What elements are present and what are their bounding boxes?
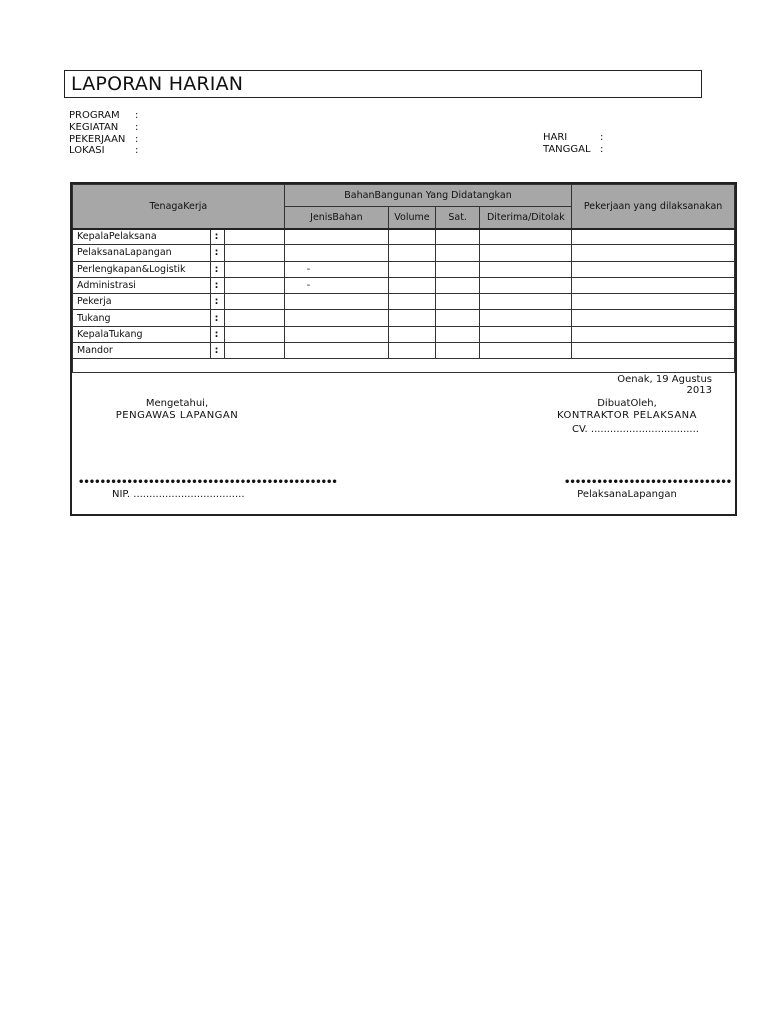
info-label: HARI: [543, 132, 568, 143]
header-tenaga-kerja: TenagaKerja: [73, 185, 285, 229]
worker-count-cell[interactable]: [224, 261, 284, 277]
info-colon: :: [600, 132, 604, 143]
table-row: [73, 343, 735, 359]
info-row-tanggal: [543, 144, 610, 156]
info-row-lokasi: [69, 145, 145, 157]
worker-count-cell[interactable]: [224, 326, 284, 342]
worker-count-cell[interactable]: [224, 229, 284, 245]
worker-count-cell[interactable]: [224, 310, 284, 326]
sat-cell[interactable]: [435, 326, 480, 342]
pekerjaan-cell[interactable]: [572, 245, 735, 261]
pekerjaan-cell[interactable]: [572, 294, 735, 310]
info-row-pekerjaan: [69, 134, 145, 146]
pekerjaan-cell[interactable]: [572, 261, 735, 277]
right-cv: CV. ..................................: [572, 424, 699, 435]
diterima-cell[interactable]: [480, 294, 572, 310]
worker-name: PelaksanaLapangan: [73, 245, 211, 261]
sat-cell[interactable]: [435, 310, 480, 326]
volume-cell[interactable]: [389, 277, 436, 293]
info-left: [69, 110, 145, 157]
header-jenis-bahan: JenisBahan: [284, 207, 388, 229]
left-signature-line: ••••••••••••••••••••••••••••••••••••••••••••••••: [78, 477, 337, 488]
row-colon: :: [210, 245, 224, 261]
volume-cell[interactable]: [389, 229, 436, 245]
row-colon: :: [210, 261, 224, 277]
volume-cell[interactable]: [389, 310, 436, 326]
right-signature-line: •••••••••••••••••••••••••••••••: [564, 477, 732, 488]
info-row-program: [69, 110, 145, 122]
jenis-bahan-cell[interactable]: [284, 294, 388, 310]
report-form: [70, 182, 737, 516]
info-colon: :: [135, 121, 139, 133]
table-row: [73, 261, 735, 277]
diterima-cell[interactable]: [480, 277, 572, 293]
spacer-cell: [73, 359, 735, 373]
info-colon: :: [600, 143, 604, 155]
table-row: [73, 310, 735, 326]
info-label: KEGIATAN: [69, 121, 119, 133]
pekerjaan-cell[interactable]: [572, 277, 735, 293]
sat-cell[interactable]: [435, 229, 480, 245]
header-bahan-bangunan: BahanBangunan Yang Didatangkan: [284, 185, 572, 207]
worker-name: Administrasi: [73, 277, 211, 293]
volume-cell[interactable]: [389, 326, 436, 342]
info-label: LOKASI: [69, 145, 105, 157]
info-colon: :: [135, 110, 139, 121]
sat-cell[interactable]: [435, 343, 480, 359]
worker-name: Pekerja: [73, 294, 211, 310]
left-sign-role: PENGAWAS LAPANGAN: [115, 410, 239, 421]
report-table: [72, 184, 735, 373]
place-date: Oenak, 19 Agustus 2013: [617, 374, 712, 396]
row-colon: :: [210, 294, 224, 310]
pekerjaan-cell[interactable]: [572, 229, 735, 245]
table-row: [73, 294, 735, 310]
sat-cell[interactable]: [435, 277, 480, 293]
worker-name: Tukang: [73, 310, 211, 326]
info-right: [543, 132, 610, 156]
right-sign-role: KONTRAKTOR PELAKSANA: [557, 410, 697, 421]
jenis-bahan-cell[interactable]: -: [284, 277, 388, 293]
header-diterima: Diterima/Ditolak: [480, 207, 572, 229]
header-pekerjaan: Pekerjaan yang dilaksanakan: [572, 185, 735, 229]
report-title: LAPORAN HARIAN: [71, 73, 244, 95]
worker-name: KepalaTukang: [73, 326, 211, 342]
jenis-bahan-cell[interactable]: [284, 229, 388, 245]
table-row: [73, 245, 735, 261]
volume-cell[interactable]: [389, 294, 436, 310]
volume-cell[interactable]: [389, 343, 436, 359]
diterima-cell[interactable]: [480, 343, 572, 359]
row-colon: :: [210, 343, 224, 359]
left-nip: NIP. ...................................: [112, 489, 245, 500]
diterima-cell[interactable]: [480, 229, 572, 245]
diterima-cell[interactable]: [480, 326, 572, 342]
left-sign-caption: Mengetahui,: [145, 398, 209, 409]
jenis-bahan-cell[interactable]: [284, 326, 388, 342]
info-label: PEKERJAAN: [69, 133, 126, 145]
header-volume: Volume: [389, 207, 436, 229]
table-row: [73, 277, 735, 293]
row-colon: :: [210, 229, 224, 245]
worker-count-cell[interactable]: [224, 245, 284, 261]
sat-cell[interactable]: [435, 261, 480, 277]
info-label: PROGRAM: [69, 110, 120, 121]
pekerjaan-cell[interactable]: [572, 326, 735, 342]
volume-cell[interactable]: [389, 261, 436, 277]
jenis-bahan-cell[interactable]: [284, 310, 388, 326]
header-sat: Sat.: [435, 207, 480, 229]
info-colon: :: [135, 145, 139, 157]
sat-cell[interactable]: [435, 245, 480, 261]
row-colon: :: [210, 326, 224, 342]
report-title-box: [64, 70, 702, 98]
table-row: [73, 229, 735, 245]
jenis-bahan-cell[interactable]: [284, 245, 388, 261]
pekerjaan-cell[interactable]: [572, 310, 735, 326]
worker-name: Perlengkapan&Logistik: [73, 261, 211, 277]
table-row: [73, 326, 735, 342]
volume-cell[interactable]: [389, 245, 436, 261]
table-spacer-row: [73, 359, 735, 373]
diterima-cell[interactable]: [480, 310, 572, 326]
info-row-hari: [543, 132, 610, 144]
diterima-cell[interactable]: [480, 261, 572, 277]
jenis-bahan-cell[interactable]: [284, 343, 388, 359]
worker-count-cell[interactable]: [224, 343, 284, 359]
right-sign-caption: DibuatOleh,: [597, 398, 657, 409]
sat-cell[interactable]: [435, 294, 480, 310]
worker-name: Mandor: [73, 343, 211, 359]
row-colon: :: [210, 310, 224, 326]
worker-count-cell[interactable]: [224, 277, 284, 293]
diterima-cell[interactable]: [480, 245, 572, 261]
jenis-bahan-cell[interactable]: -: [284, 261, 388, 277]
right-role: PelaksanaLapangan: [577, 489, 677, 500]
worker-name: KepalaPelaksana: [73, 229, 211, 245]
info-row-kegiatan: [69, 122, 145, 134]
pekerjaan-cell[interactable]: [572, 343, 735, 359]
info-label: TANGGAL: [543, 143, 591, 155]
info-colon: :: [135, 133, 139, 145]
row-colon: :: [210, 277, 224, 293]
worker-count-cell[interactable]: [224, 294, 284, 310]
